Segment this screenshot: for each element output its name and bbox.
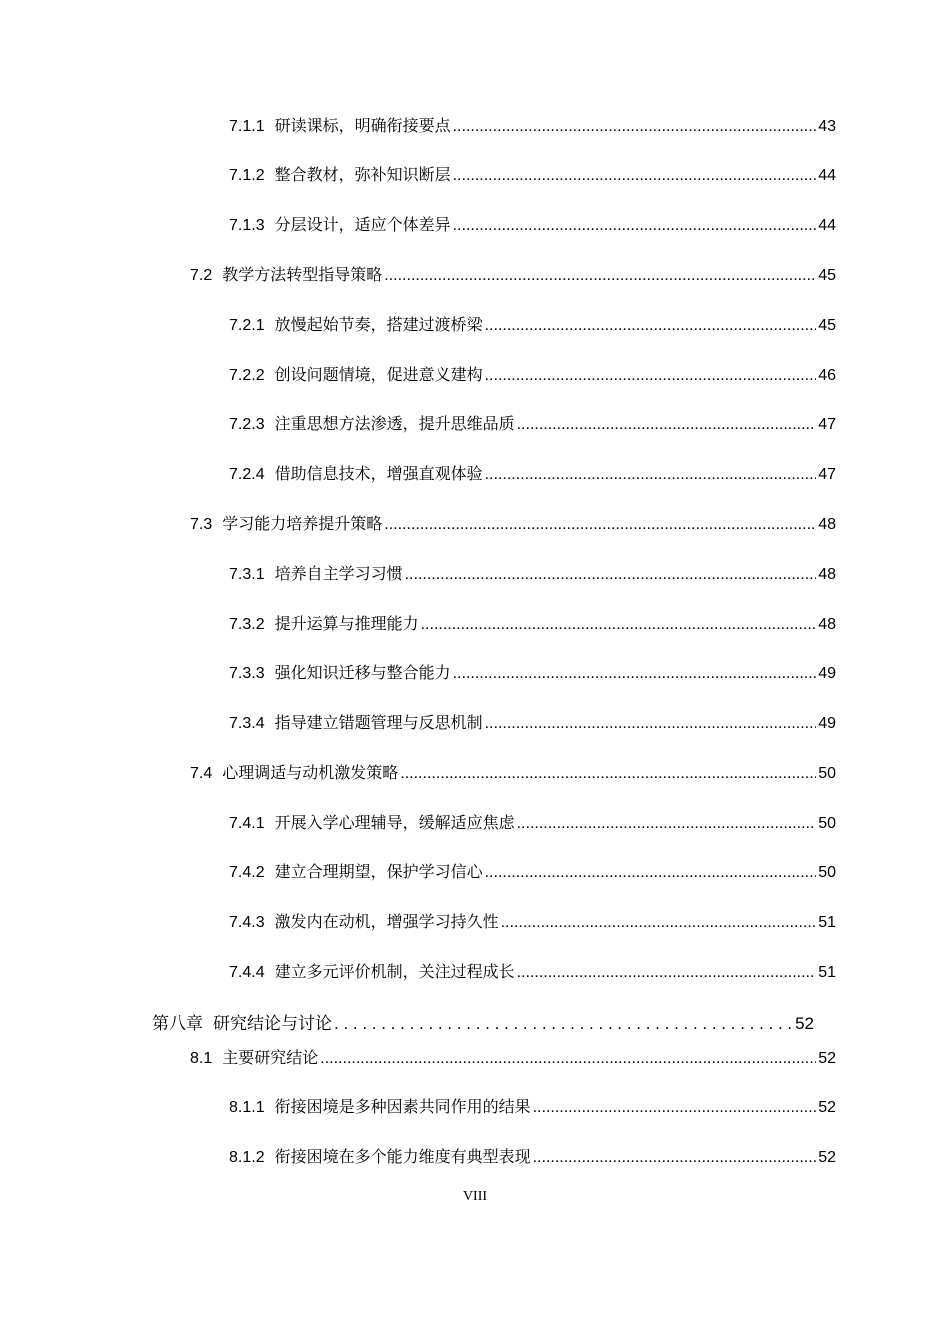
toc-leader-dots	[400, 762, 816, 786]
toc-title: 开展入学心理辅导，缓解适应焦虑	[274, 815, 515, 832]
toc-entry-8-1[interactable]	[190, 1047, 836, 1071]
toc-page-number: 48	[818, 516, 836, 533]
toc-entry-7-3[interactable]	[190, 513, 836, 537]
toc-number: 7.4.4	[229, 964, 265, 981]
toc-page-number: 52	[795, 1014, 814, 1033]
toc-page-number: 46	[818, 367, 836, 384]
toc-leader-dots	[533, 1146, 817, 1170]
toc-page-number: 44	[818, 217, 836, 234]
toc-title: 分层设计，适应个体差异	[274, 217, 451, 234]
toc-page-number: 50	[818, 864, 836, 881]
toc-number: 7.3.3	[229, 665, 265, 682]
toc-entry-7-2-3[interactable]	[229, 413, 836, 437]
toc-leader-dots	[501, 911, 817, 935]
toc-leader-dots	[453, 164, 817, 188]
toc-title: 建立多元评价机制，关注过程成长	[274, 964, 515, 981]
toc-page-number: 51	[818, 964, 836, 981]
toc-leader-dots	[453, 115, 817, 139]
toc-number: 8.1.1	[229, 1099, 265, 1116]
toc-leader-dots	[320, 1047, 816, 1071]
toc-number: 7.3	[190, 516, 213, 533]
toc-page-number: 43	[818, 118, 836, 135]
toc-title: 创设问题情境，促进意义建构	[274, 367, 483, 384]
toc-number: 7.2.4	[229, 466, 265, 483]
toc-leader-dots	[485, 364, 817, 388]
page-number-footer: VIII	[462, 1189, 488, 1204]
toc-title: 研究结论与讨论	[213, 1014, 332, 1033]
toc-title: 提升运算与推理能力	[274, 616, 419, 633]
toc-leader-dots	[453, 214, 817, 238]
toc-number: 7.3.2	[229, 616, 265, 633]
toc-number: 7.4.1	[229, 815, 265, 832]
toc-title: 借助信息技术，增强直观体验	[274, 466, 483, 483]
toc-title: 指导建立错题管理与反思机制	[274, 715, 483, 732]
toc-entry-7-1-3[interactable]	[229, 214, 836, 238]
toc-number: 7.1.3	[229, 217, 265, 234]
toc-page-number: 51	[818, 914, 836, 931]
toc-page-number: 52	[818, 1099, 836, 1116]
toc-leader-dots	[384, 264, 816, 288]
toc-entry-7-4-4[interactable]	[229, 961, 836, 985]
toc-entry-8-1-1[interactable]	[229, 1096, 836, 1120]
toc-page-number: 45	[818, 317, 836, 334]
toc-number: 7.2	[190, 267, 213, 284]
toc-entry-7-3-4[interactable]	[229, 712, 836, 736]
toc-page-number: 47	[818, 466, 836, 483]
toc-title: 培养自主学习习惯	[274, 566, 403, 583]
toc-entry-8-1-2[interactable]	[229, 1146, 836, 1170]
toc-title: 心理调适与动机激发策略	[222, 765, 399, 782]
toc-entry-7-3-3[interactable]	[229, 662, 836, 686]
toc-number: 7.1.2	[229, 167, 265, 184]
toc-leader-dots	[453, 662, 817, 686]
toc-title: 整合教材，弥补知识断层	[274, 167, 451, 184]
toc-number: 7.4.3	[229, 914, 265, 931]
toc-entry-7-4-1[interactable]	[229, 812, 836, 836]
toc-leader-dots	[517, 413, 817, 437]
toc-entry-7-2-1[interactable]	[229, 314, 836, 338]
toc-title: 研读课标，明确衔接要点	[274, 118, 451, 135]
toc-title: 激发内在动机，增强学习持久性	[274, 914, 499, 931]
toc-title: 教学方法转型指导策略	[222, 267, 383, 284]
toc-number: 第八章	[152, 1014, 203, 1033]
toc-entry-7-2[interactable]	[190, 264, 836, 288]
toc-leader-dots	[485, 712, 817, 736]
toc-leader-dots	[405, 563, 817, 587]
toc-entry-7-4-3[interactable]	[229, 911, 836, 935]
toc-title: 衔接困境是多种因素共同作用的结果	[274, 1099, 531, 1116]
toc-number: 7.2.2	[229, 367, 265, 384]
toc-entry-7-1-1[interactable]	[229, 115, 836, 139]
toc-number: 8.1.2	[229, 1149, 265, 1166]
toc-leader-dots	[384, 513, 816, 537]
toc-entry-7-4-2[interactable]	[229, 861, 836, 885]
toc-leader-dots	[485, 861, 817, 885]
toc-title: 建立合理期望，保护学习信心	[274, 864, 483, 881]
toc-page-number: 47	[818, 416, 836, 433]
toc-page-number: 45	[818, 267, 836, 284]
toc-number: 7.4.2	[229, 864, 265, 881]
toc-leader-dots	[334, 1012, 793, 1036]
toc-number: 7.4	[190, 765, 213, 782]
toc-entry-7-2-2[interactable]	[229, 364, 836, 388]
toc-page-number: 49	[818, 715, 836, 732]
toc-page-number: 44	[818, 167, 836, 184]
toc-page-number: 50	[818, 765, 836, 782]
toc-entry-7-3-1[interactable]	[229, 563, 836, 587]
toc-number: 7.2.3	[229, 416, 265, 433]
toc-page-number: 50	[818, 815, 836, 832]
toc-page-number: 52	[818, 1149, 836, 1166]
toc-number: 8.1	[190, 1050, 213, 1067]
toc-leader-dots	[421, 613, 817, 637]
toc-title: 主要研究结论	[222, 1050, 319, 1067]
toc-entry-7-1-2[interactable]	[229, 164, 836, 188]
toc-leader-dots	[517, 812, 817, 836]
toc-entry-7-3-2[interactable]	[229, 613, 836, 637]
toc-title: 强化知识迁移与整合能力	[274, 665, 451, 682]
toc-number: 7.1.1	[229, 118, 265, 135]
toc-title: 注重思想方法渗透，提升思维品质	[274, 416, 515, 433]
toc-leader-dots	[485, 463, 817, 487]
toc-entry-7-4[interactable]	[190, 762, 836, 786]
toc-number: 7.2.1	[229, 317, 265, 334]
toc-number: 7.3.1	[229, 566, 265, 583]
toc-number: 7.3.4	[229, 715, 265, 732]
toc-leader-dots	[517, 961, 817, 985]
toc-title: 衔接困境在多个能力维度有典型表现	[274, 1149, 531, 1166]
toc-title: 学习能力培养提升策略	[222, 516, 383, 533]
toc-entry-7-2-4[interactable]	[229, 463, 836, 487]
toc-page-number: 48	[818, 566, 836, 583]
toc-page-number: 48	[818, 616, 836, 633]
toc-page-number: 49	[818, 665, 836, 682]
toc-title: 放慢起始节奏，搭建过渡桥梁	[274, 317, 483, 334]
toc-page-number: 52	[818, 1050, 836, 1067]
toc-entry-chapter-8[interactable]	[152, 1012, 814, 1036]
toc-leader-dots	[533, 1096, 817, 1120]
toc-leader-dots	[485, 314, 817, 338]
